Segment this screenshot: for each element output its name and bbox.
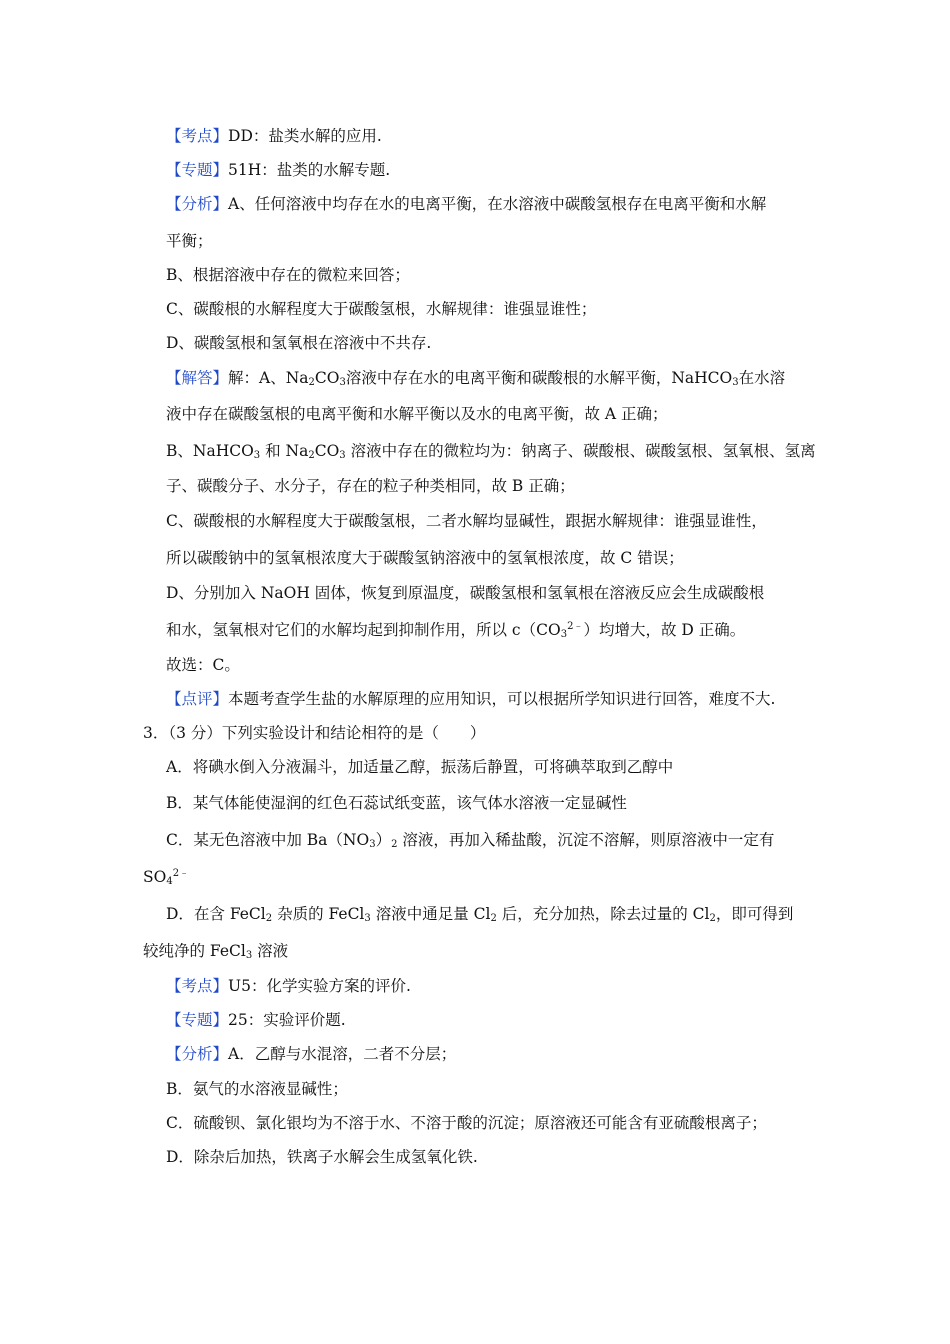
subscript: 3 bbox=[732, 377, 739, 388]
jieda-d1: D、分别加入 NaOH 固体，恢复到原温度，碳酸氢根和氢氧根在溶液反应会生成碳酸根 bbox=[166, 584, 765, 602]
subscript: 2 bbox=[391, 839, 398, 850]
jieda-a1-d: 在水溶 bbox=[738, 369, 786, 387]
subscript: 3 bbox=[339, 450, 346, 461]
q3-fenxi-c bbox=[166, 1112, 767, 1134]
q3-kaodian-line bbox=[166, 975, 411, 997]
s1-fenxi-line bbox=[166, 193, 766, 215]
jieda-b1-a: B、NaHCO bbox=[166, 442, 254, 460]
option-d-cont-a: 较纯净的 FeCl bbox=[143, 942, 246, 960]
superscript: 2﹣ bbox=[172, 868, 190, 879]
option-a-text: A．将碘水倒入分液漏斗，加适量乙醇，振荡后静置，可将碘萃取到乙醇中 bbox=[166, 758, 674, 776]
fenxi-text-c: C．硫酸钡、氯化银均为不溶于水、不溶于酸的沉淀；原溶液还可能含有亚硫酸根离子； bbox=[166, 1114, 767, 1132]
zhuanti-tag: 【专题】 bbox=[166, 1011, 229, 1029]
jieda-b2: 子、碳酸分子、水分子，存在的粒子种类相同，故 B 正确； bbox=[166, 477, 575, 495]
subscript: 2 bbox=[490, 913, 497, 924]
q3-option-c-cont bbox=[143, 866, 189, 888]
jieda-b1-c: CO bbox=[314, 442, 340, 460]
subscript: 3 bbox=[339, 377, 346, 388]
jieda-d2-a: 和水，氢氧根对它们的水解均起到抑制作用，所以 c（CO bbox=[166, 621, 561, 639]
q3-fenxi-b bbox=[166, 1078, 348, 1100]
q3-stem bbox=[143, 722, 485, 744]
subscript: 2 bbox=[308, 377, 315, 388]
s1-jieda-b2 bbox=[166, 475, 575, 497]
s1-jieda-c1 bbox=[166, 510, 767, 532]
kaodian-tag: 【考点】 bbox=[166, 977, 229, 995]
jieda-a1: 解：A、Na bbox=[228, 369, 309, 387]
option-b-text: B．某气体能使湿润的红色石蕊试纸变蓝，该气体水溶液一定显碱性 bbox=[166, 794, 627, 812]
option-c-c: 溶液，再加入稀盐酸，沉淀不溶解，则原溶液中一定有 bbox=[397, 831, 775, 849]
s1-jieda-a2 bbox=[166, 403, 668, 425]
s1-fenxi-b bbox=[166, 264, 410, 286]
s1-jieda-d2 bbox=[166, 619, 745, 641]
question-stem: 3．（3 分）下列实验设计和结论相符的是（ ） bbox=[143, 724, 486, 742]
option-c-a: C．某无色溶液中加 Ba（NO bbox=[166, 831, 370, 849]
fenxi-text-d: D、碳酸氢根和氢氧根在溶液中不共存. bbox=[166, 334, 432, 352]
subscript: 4 bbox=[166, 876, 173, 887]
s1-zhuanti-line bbox=[166, 159, 390, 181]
zhuanti-tag: 【专题】 bbox=[166, 161, 229, 179]
jieda-tag: 【解答】 bbox=[166, 369, 229, 387]
kaodian-text: U5：化学实验方案的评价. bbox=[228, 977, 411, 995]
option-c-so4: SO bbox=[143, 868, 167, 886]
dianping-text: 本题考查学生盐的水解原理的应用知识，可以根据所学知识进行回答，难度不大. bbox=[228, 690, 776, 708]
jieda-b1-b: 和 Na bbox=[260, 442, 309, 460]
option-c-b: ） bbox=[375, 831, 392, 849]
fenxi-text-c: C、碳酸根的水解程度大于碳酸氢根，水解规律：谁强显谁性； bbox=[166, 300, 597, 318]
fenxi-tag: 【分析】 bbox=[166, 1045, 229, 1063]
option-d-b: 杂质的 FeCl bbox=[272, 905, 365, 923]
zhuanti-text: 51H：盐类的水解专题. bbox=[228, 161, 391, 179]
jieda-c1: C、碳酸根的水解程度大于碳酸氢根，二者水解均显碱性，跟据水解规律：谁强显谁性， bbox=[166, 512, 767, 530]
s1-jieda-c2 bbox=[166, 547, 684, 569]
q3-option-a bbox=[166, 756, 673, 778]
kaodian-text: DD：盐类水解的应用. bbox=[228, 127, 382, 145]
dianping-tag: 【点评】 bbox=[166, 690, 229, 708]
s1-jieda-line bbox=[166, 367, 785, 389]
q3-fenxi-line bbox=[166, 1043, 456, 1065]
q3-option-b bbox=[166, 792, 627, 814]
s1-fenxi-c bbox=[166, 298, 596, 320]
subscript: 2 bbox=[709, 913, 716, 924]
jieda-a1-c: 溶液中存在水的电离平衡和碳酸根的水解平衡，NaHCO bbox=[345, 369, 733, 387]
kaodian-tag: 【考点】 bbox=[166, 127, 229, 145]
fenxi-text-d: D．除杂后加热，铁离子水解会生成氢氧化铁. bbox=[166, 1148, 478, 1166]
option-d-c: 溶液中通足量 Cl bbox=[370, 905, 491, 923]
fenxi-text-b: B．氨气的水溶液显碱性； bbox=[166, 1080, 348, 1098]
s1-jieda-b1 bbox=[166, 440, 816, 462]
zhuanti-text: 25：实验评价题. bbox=[228, 1011, 346, 1029]
s1-fenxi-line2 bbox=[166, 230, 213, 252]
s1-guxuan bbox=[166, 654, 240, 676]
fenxi-text-a-cont: 平衡； bbox=[166, 232, 213, 250]
jieda-d2-b: ）均增大，故 D 正确。 bbox=[583, 621, 746, 639]
s1-dianping-line bbox=[166, 688, 775, 710]
s1-jieda-d1 bbox=[166, 582, 764, 604]
subscript: 2 bbox=[265, 913, 273, 924]
jieda-a1-b: CO bbox=[314, 369, 340, 387]
subscript: 3 bbox=[369, 839, 376, 850]
subscript: 3 bbox=[560, 629, 568, 640]
jieda-b1-d: 溶液中存在的微粒均为：钠离子、碳酸根、碳酸氢根、氢氧根、氢离 bbox=[345, 442, 816, 460]
q3-fenxi-d bbox=[166, 1146, 478, 1168]
superscript: 2﹣ bbox=[567, 621, 584, 632]
answer-choice: 故选：C。 bbox=[166, 656, 240, 674]
fenxi-text-a: A、任何溶液中均存在水的电离平衡，在水溶液中碳酸氢根存在电离平衡和水解 bbox=[228, 195, 767, 213]
s1-kaodian-line bbox=[166, 125, 382, 147]
subscript: 3 bbox=[364, 913, 371, 924]
jieda-a2: 液中存在碳酸氢根的电离平衡和水解平衡以及水的电离平衡，故 A 正确； bbox=[166, 405, 668, 423]
s1-fenxi-d bbox=[166, 332, 431, 354]
option-d-d: 后，充分加热，除去过量的 Cl bbox=[496, 905, 710, 923]
q3-option-d bbox=[166, 903, 793, 925]
q3-option-c bbox=[166, 829, 774, 851]
option-d-e: ，即可得到 bbox=[715, 905, 794, 923]
fenxi-text-b: B、根据溶液中存在的微粒来回答； bbox=[166, 266, 410, 284]
option-d-a: D．在含 FeCl bbox=[166, 905, 266, 923]
subscript: 3 bbox=[253, 450, 261, 461]
jieda-c2: 所以碳酸钠中的氢氧根浓度大于碳酸氢钠溶液中的氢氧根浓度，故 C 错误； bbox=[166, 549, 684, 567]
option-d-cont-b: 溶液 bbox=[252, 942, 289, 960]
subscript: 3 bbox=[245, 950, 253, 961]
subscript: 2 bbox=[308, 450, 315, 461]
fenxi-tag: 【分析】 bbox=[166, 195, 229, 213]
q3-zhuanti-line bbox=[166, 1009, 346, 1031]
fenxi-text-a: A．乙醇与水混溶，二者不分层； bbox=[228, 1045, 457, 1063]
q3-option-d-cont bbox=[143, 940, 288, 962]
